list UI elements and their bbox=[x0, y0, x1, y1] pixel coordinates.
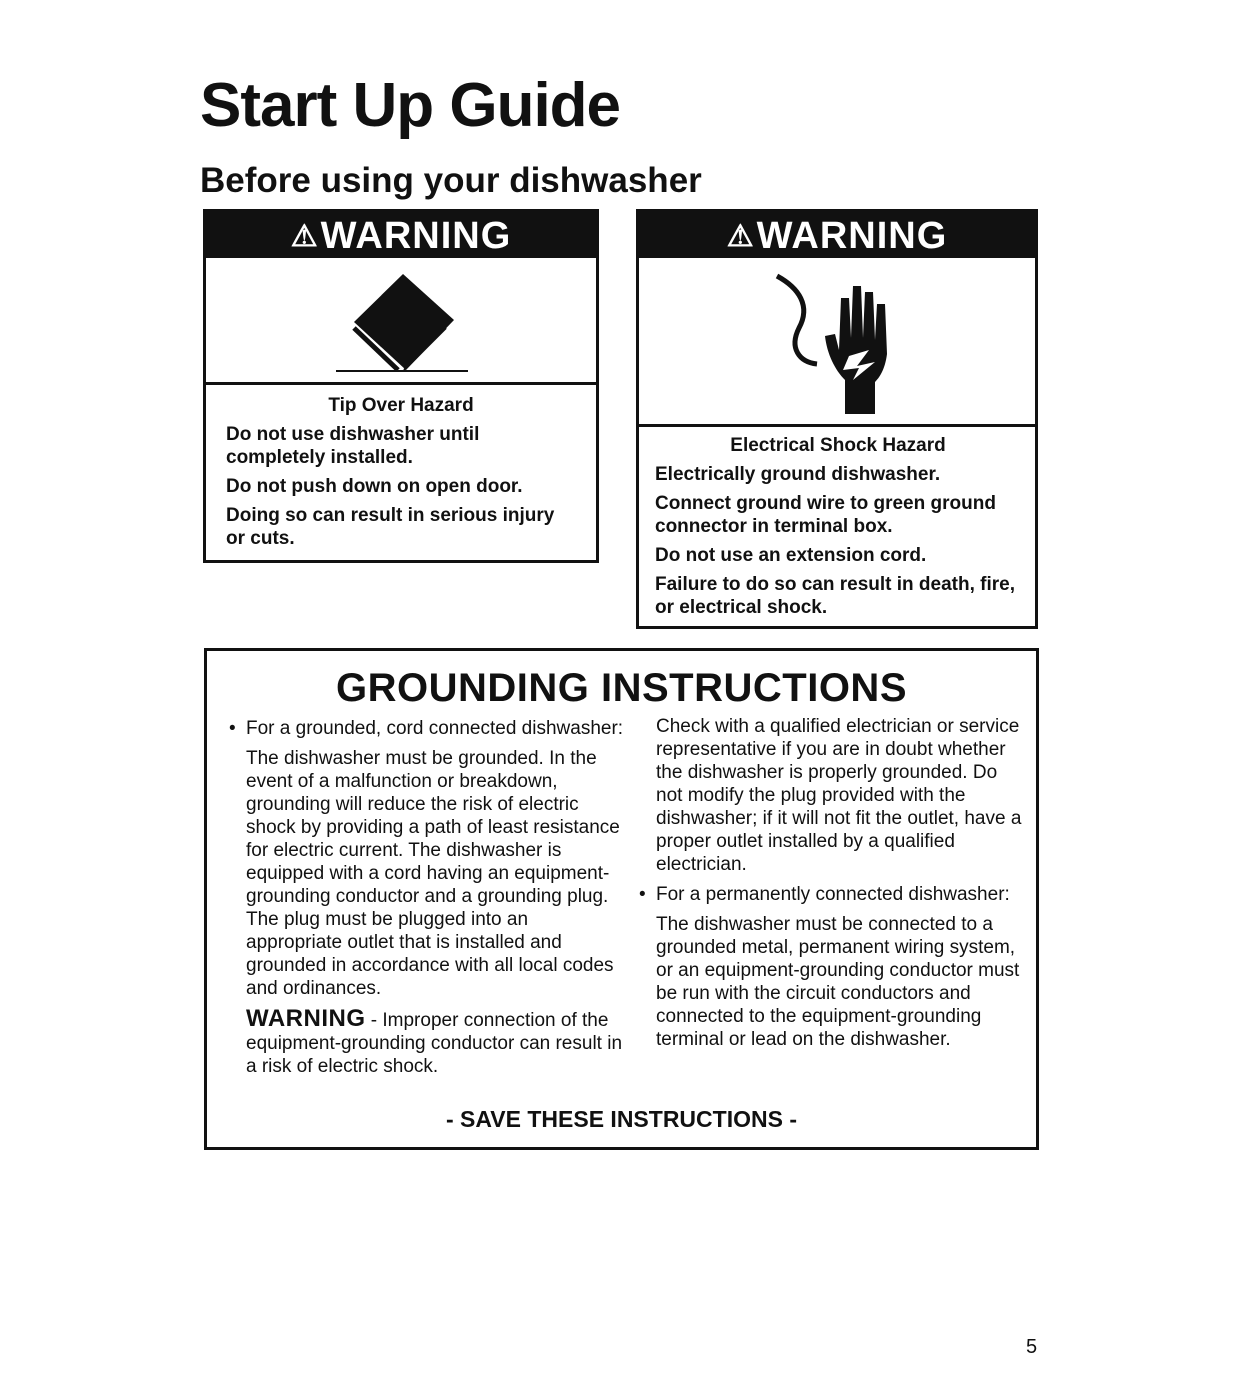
hazard-title: Electrical Shock Hazard bbox=[730, 435, 946, 456]
tip-over-icon bbox=[206, 258, 596, 382]
hazard-line: Electrically ground dishwasher. bbox=[655, 464, 941, 485]
warning-label: WARNING bbox=[756, 215, 948, 257]
warning-triangle-icon: ⚠ bbox=[726, 220, 755, 253]
bullet-text: For a permanently connected dishwasher: bbox=[656, 884, 1010, 905]
warning-triangle-icon: ⚠ bbox=[290, 220, 319, 253]
grounding-paragraph: The dishwasher must be connected to a grounded metal, permanent wiring system, or an equipment-grounding conductor must be run with the circuit conductors and connected to the equipment-grounding terminal or lead on the dishwasher. bbox=[656, 914, 1020, 1050]
warning-banner bbox=[206, 212, 596, 258]
hazard-line: Connect ground wire to green ground connector in terminal box. bbox=[655, 493, 996, 537]
grounding-heading: GROUNDING INSTRUCTIONS bbox=[336, 666, 907, 710]
warning-box-tip-over bbox=[203, 209, 599, 563]
warning-label: WARNING bbox=[320, 215, 512, 257]
warning-banner bbox=[639, 212, 1035, 258]
electrical-hazard-text bbox=[655, 434, 1021, 625]
electrical-shock-icon bbox=[639, 258, 1035, 424]
hazard-line: Do not use dishwasher until completely installed. bbox=[226, 424, 480, 468]
bullet-item bbox=[229, 717, 626, 740]
bullet-text: For a grounded, cord connected dishwasher: bbox=[246, 718, 624, 739]
grounding-warning bbox=[246, 1007, 626, 1078]
page-subtitle: Before using your dishwasher bbox=[200, 161, 702, 200]
hazard-line: Do not push down on open door. bbox=[226, 476, 523, 497]
bullet-icon: • bbox=[229, 718, 236, 739]
tip-over-hazard-text bbox=[226, 394, 576, 556]
grounding-instructions-box bbox=[204, 648, 1039, 1150]
grounding-left-column bbox=[229, 717, 626, 1085]
grounding-paragraph: Check with a qualified electrician or service representative if you are in doubt whether the dishwasher is properly grounded. Do not modify the plug provided with the dishwasher; if it will not fit the outlet, have a proper outlet installed by a qualified electrician. bbox=[656, 716, 1022, 875]
save-instructions: - SAVE THESE INSTRUCTIONS - bbox=[446, 1106, 797, 1132]
page-title: Start Up Guide bbox=[200, 71, 621, 140]
bullet-icon: • bbox=[639, 884, 646, 905]
hazard-line: Failure to do so can result in death, fire, or electrical shock. bbox=[655, 574, 1016, 618]
hazard-line: Doing so can result in serious injury or cuts. bbox=[226, 505, 555, 549]
warning-word: WARNING bbox=[246, 1005, 366, 1032]
grounding-right-column bbox=[639, 715, 1026, 1058]
hazard-title: Tip Over Hazard bbox=[328, 395, 474, 416]
warning-box-electrical-shock bbox=[636, 209, 1038, 629]
page-number: 5 bbox=[1026, 1336, 1038, 1358]
hazard-line: Do not use an extension cord. bbox=[655, 545, 927, 566]
grounding-paragraph: The dishwasher must be grounded. In the event of a malfunction or breakdown, grounding will reduce the risk of electric shock by providing a path of least resistance for electric current. The dishwasher is equipped with a cord having an equipment-grounding conductor and a grounding plug. The plug must be plugged into an appropriate outlet that is installed and grounded in accordance with all local codes and ordinances. bbox=[246, 748, 620, 999]
warning-text: - Improper connection of the equipment-grounding conductor can result in a risk of electric shock. bbox=[246, 1010, 623, 1077]
bullet-item bbox=[639, 883, 1026, 906]
